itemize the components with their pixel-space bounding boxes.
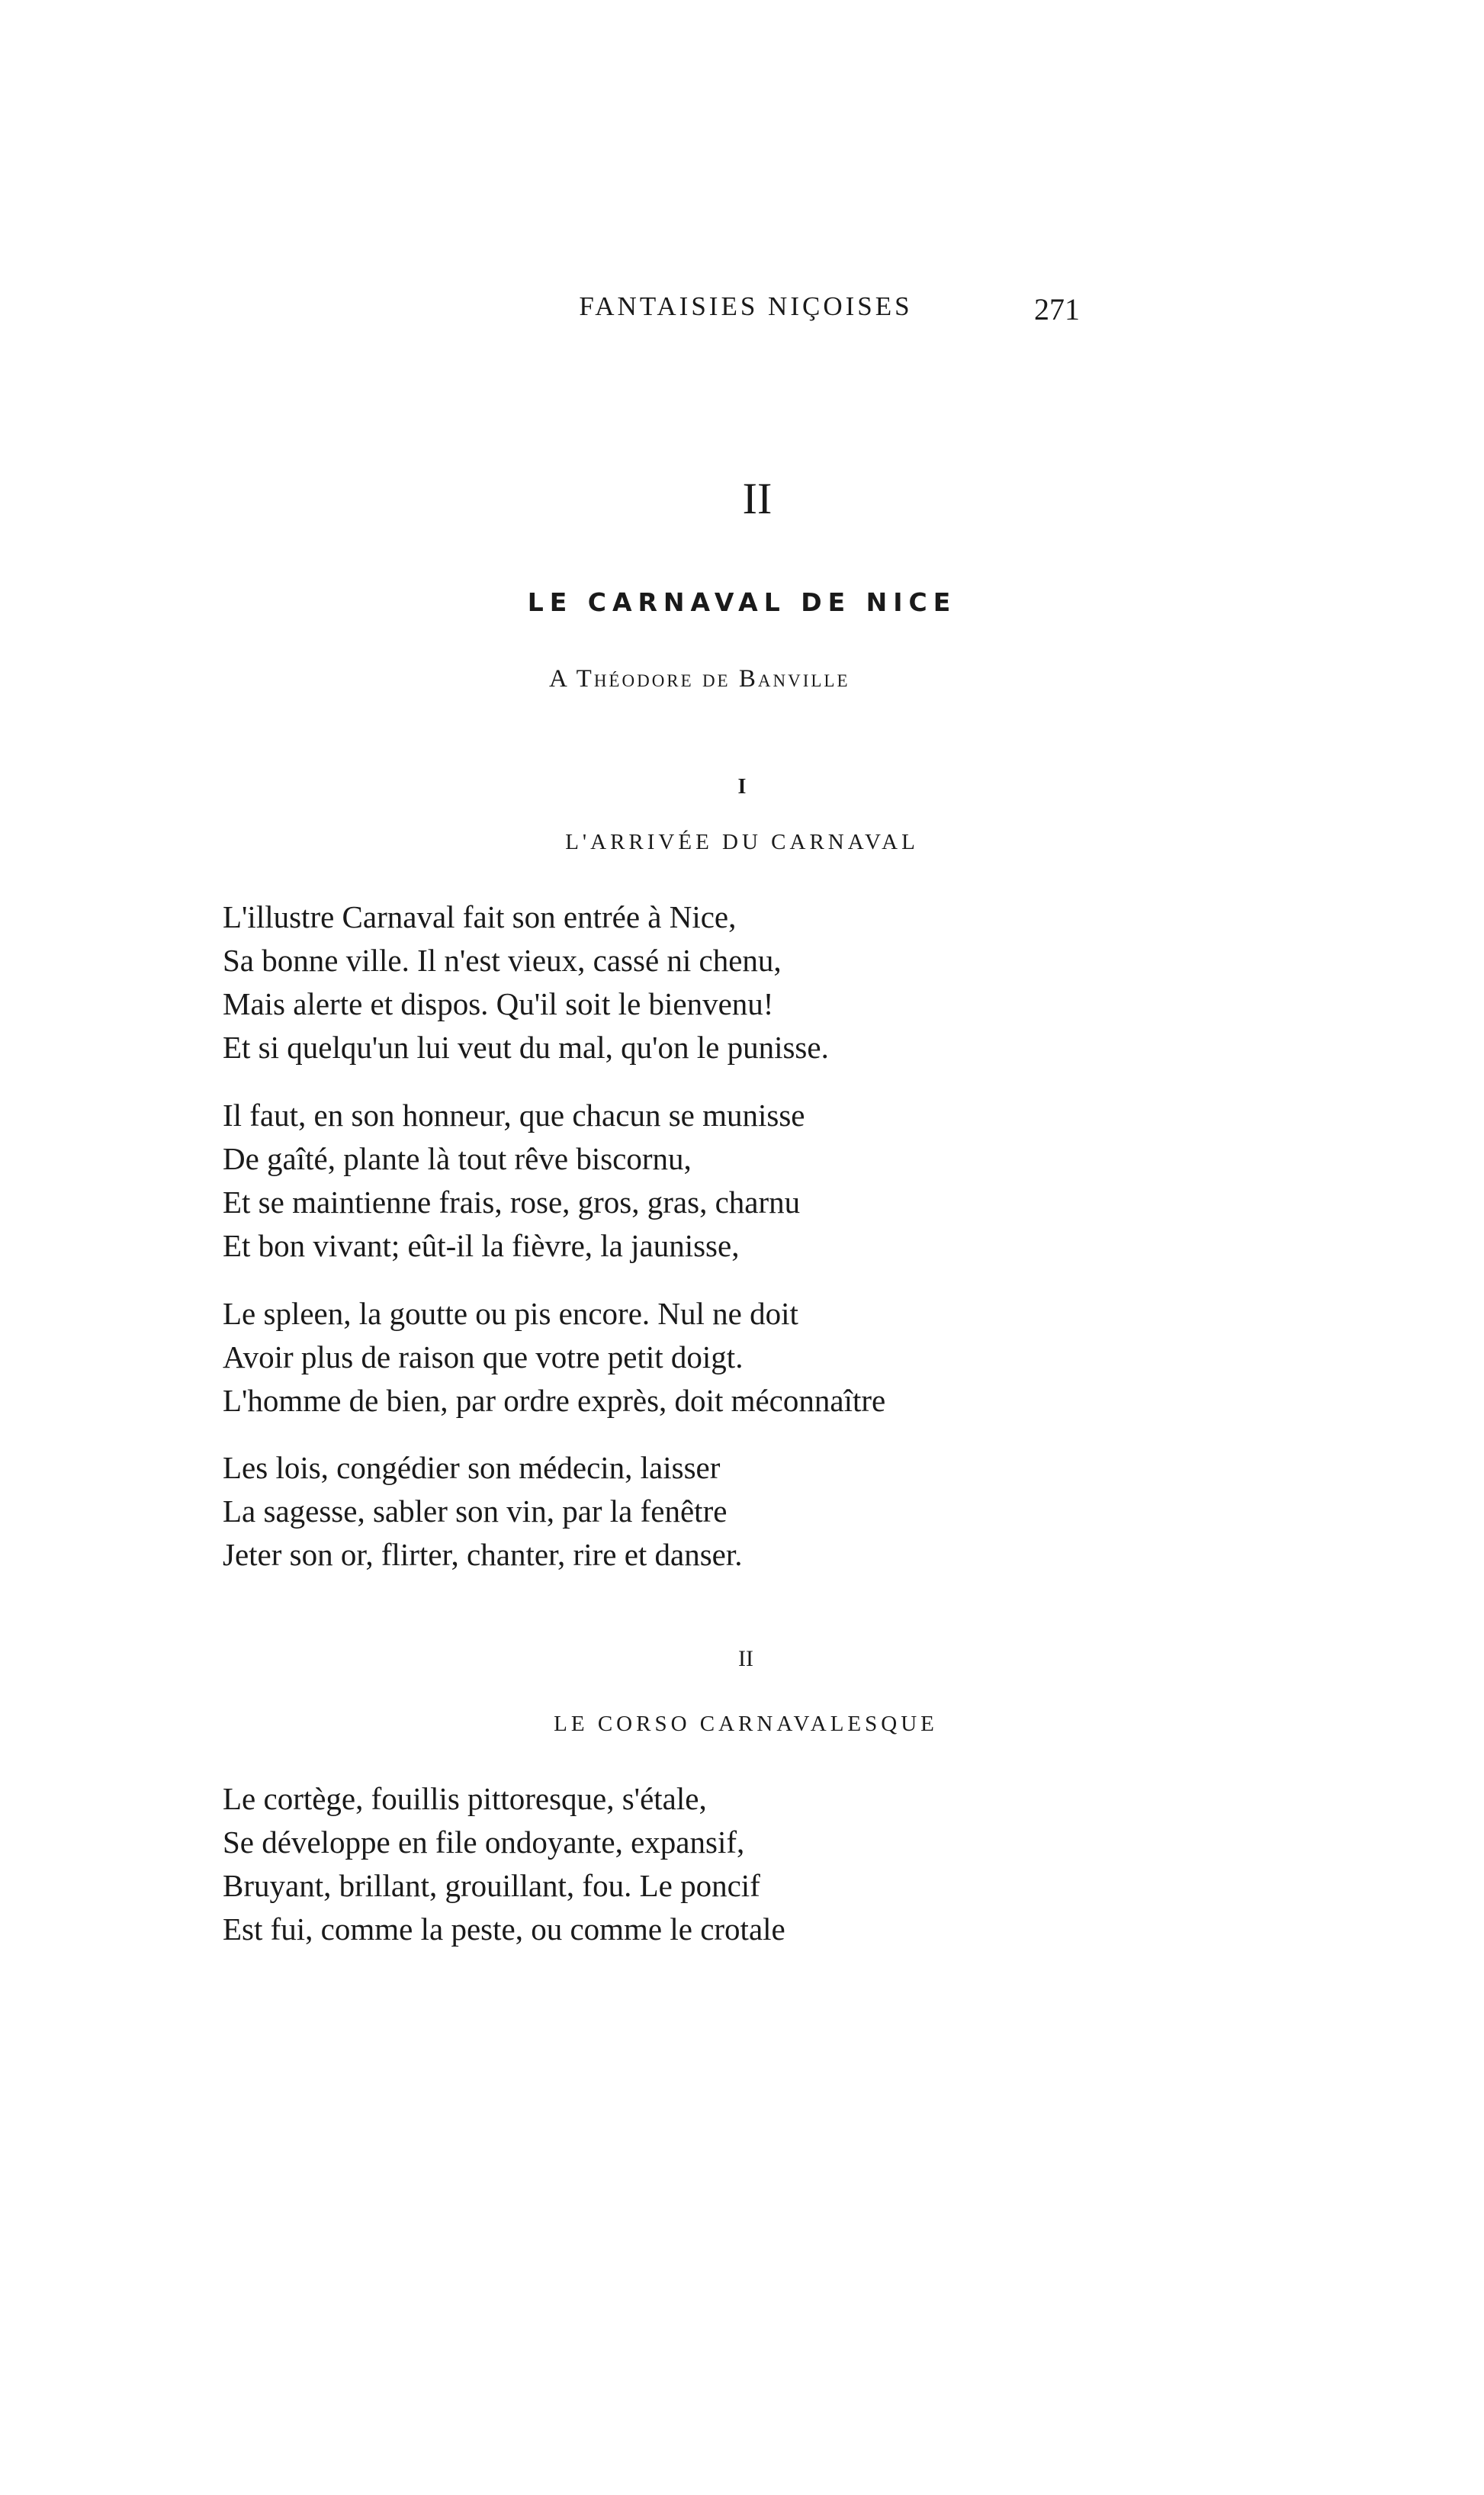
verse-line: Mais alerte et dispos. Qu'il soit le bienvenu!	[223, 986, 774, 1021]
dedication: A Théodore de Banville	[549, 665, 850, 693]
stanza	[223, 1094, 805, 1268]
verse-line: De gaîté, plante là tout rêve biscornu,	[223, 1141, 692, 1176]
page-number: 271	[1034, 292, 1080, 326]
verse-line: Avoir plus de raison que votre petit doigt.	[223, 1339, 744, 1375]
verse-line: Et se maintienne frais, rose, gros, gras, charnu	[223, 1185, 801, 1220]
verse-line: Se développe en file ondoyante, expansif,	[223, 1825, 745, 1860]
stanza	[223, 1777, 785, 1951]
stanza	[223, 1446, 743, 1577]
verse-line: Sa bonne ville. Il n'est vieux, cassé ni chenu,	[223, 943, 782, 978]
verse-line: Les lois, congédier son médecin, laisser	[223, 1450, 721, 1485]
verse-line: L'illustre Carnaval fait son entrée à Nice,	[223, 899, 737, 934]
verse-line: Le cortège, fouillis pittoresque, s'étale,	[223, 1781, 707, 1816]
stanza	[223, 1292, 885, 1423]
verse-line: La sagesse, sabler son vin, par la fenêtre	[223, 1493, 728, 1529]
section-numeral: I	[737, 775, 747, 799]
verse-line: L'homme de bien, par ordre exprès, doit méconnaître	[223, 1383, 886, 1418]
verse-line: Et bon vivant; eût-il la fièvre, la jaunisse,	[223, 1228, 740, 1263]
stanza	[223, 895, 829, 1069]
verse-line: Il faut, en son honneur, que chacun se munisse	[223, 1098, 805, 1133]
part-numeral: II	[742, 474, 773, 523]
verse-line: Et si quelqu'un lui veut du mal, qu'on le punisse.	[223, 1030, 829, 1065]
poem-title: LE CARNAVAL DE NICE	[527, 587, 957, 617]
section-numeral: II	[738, 1646, 753, 1671]
section-title: L'ARRIVÉE DU CARNAVAL	[565, 830, 919, 854]
verse-line: Bruyant, brillant, grouillant, fou. Le poncif	[223, 1868, 760, 1903]
verse-line: Le spleen, la goutte ou pis encore. Nul ne doit	[223, 1296, 798, 1331]
verse-line: Jeter son or, flirter, chanter, rire et danser.	[223, 1537, 743, 1572]
running-head: FANTAISIES NIÇOISES	[579, 291, 913, 321]
section-title: LE CORSO CARNAVALESQUE	[554, 1712, 938, 1736]
verse-line: Est fui, comme la peste, ou comme le crotale	[223, 1911, 785, 1947]
